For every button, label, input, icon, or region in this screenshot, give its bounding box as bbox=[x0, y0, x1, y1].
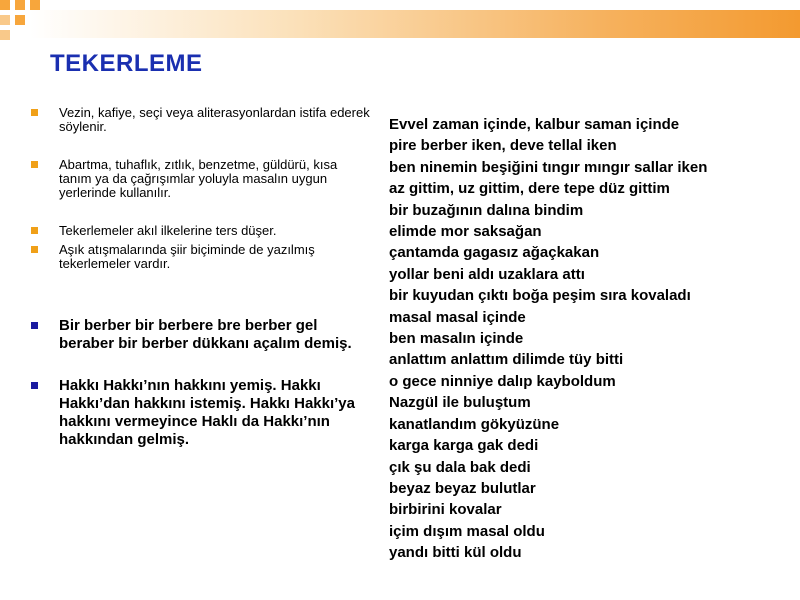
corner-square bbox=[0, 0, 10, 10]
poem-line: bir kuyudan çıktı boğa peşim sıra kovaladı bbox=[389, 287, 691, 305]
poem-line: çantamda gagasız ağaçkakan bbox=[389, 244, 600, 262]
square-bullet-icon bbox=[31, 161, 38, 168]
square-bullet-icon bbox=[31, 246, 38, 253]
example-item bbox=[28, 377, 373, 449]
bullet-item bbox=[28, 158, 373, 200]
poem-line: karga karga gak dedi bbox=[389, 437, 539, 455]
poem-line: Evvel zaman içinde, kalbur saman içinde bbox=[389, 116, 680, 133]
bullet-text: Vezin, kafiye, seçi veya aliterasyonlardan istifa ederek söylenir. bbox=[59, 105, 370, 134]
square-bullet-icon bbox=[31, 382, 38, 389]
poem-line: ben masalın içinde bbox=[389, 330, 524, 348]
corner-square bbox=[15, 15, 25, 25]
corner-square bbox=[0, 15, 10, 25]
example-text: Hakkı Hakkı’nın hakkını yemiş. Hakkı Hakkı’dan hakkını istemiş. Hakkı Hakkı’ya hakkını vermeyince Haklı da Hakkı’nın hakkından gelmiş. bbox=[59, 377, 355, 448]
slide-title: TEKERLEME bbox=[50, 50, 203, 77]
poem-line: Nazgül ile buluştum bbox=[389, 394, 531, 412]
bullet-text: Tekerlemeler akıl ilkelerine ters düşer. bbox=[59, 223, 277, 238]
corner-square bbox=[30, 0, 40, 10]
poem-line: içim dışım masal oldu bbox=[389, 522, 545, 540]
corner-square bbox=[0, 30, 10, 40]
poem-line: masal masal içinde bbox=[389, 308, 526, 326]
tekerleme-poem bbox=[389, 114, 789, 564]
bullet-item bbox=[28, 224, 373, 238]
decorative-header bbox=[0, 0, 800, 38]
poem-line: bir buzağının dalına bindim bbox=[389, 201, 584, 219]
poem-line: çık şu dala bak dedi bbox=[389, 458, 531, 476]
square-bullet-icon bbox=[31, 227, 38, 234]
bullet-text: Abartma, tuhaflık, zıtlık, benzetme, güldürü, kısa tanım ya da çağrışımlar yoluyla masalın uygun yerlerinde kullanılır. bbox=[59, 157, 338, 200]
poem-line: elimde mor saksağan bbox=[389, 223, 542, 241]
poem-line: o gece ninniye dalıp kayboldum bbox=[389, 372, 616, 390]
poem-line: ben ninemin beşiğini tıngır mıngır sallar iken bbox=[389, 158, 708, 176]
corner-square bbox=[15, 0, 25, 10]
header-gradient-band bbox=[30, 10, 800, 38]
example-item bbox=[28, 317, 373, 353]
bullet-item bbox=[28, 243, 373, 271]
poem-line: az gittim, uz gittim, dere tepe düz gittim bbox=[389, 180, 670, 198]
example-text: Bir berber bir berbere bre berber gel beraber bir berber dükkanı açalım demiş. bbox=[59, 317, 352, 352]
square-bullet-icon bbox=[31, 109, 38, 116]
square-bullet-icon bbox=[31, 322, 38, 329]
poem-line: kanatlandım gökyüzüne bbox=[389, 415, 560, 433]
bullet-text: Aşık atışmalarında şiir biçiminde de yazılmış tekerlemeler vardır. bbox=[59, 242, 315, 271]
bullet-item bbox=[28, 106, 373, 134]
left-bullet-list bbox=[28, 106, 373, 449]
poem-line: yandı bitti kül oldu bbox=[389, 544, 522, 562]
poem-line: pire berber iken, deve tellal iken bbox=[389, 137, 617, 155]
poem-line: beyaz beyaz bulutlar bbox=[389, 479, 536, 497]
poem-line: birbirini kovalar bbox=[389, 501, 502, 519]
poem-line: anlattım anlattım dilimde tüy bitti bbox=[389, 351, 624, 369]
poem-line: yollar beni aldı uzaklara attı bbox=[389, 265, 585, 283]
